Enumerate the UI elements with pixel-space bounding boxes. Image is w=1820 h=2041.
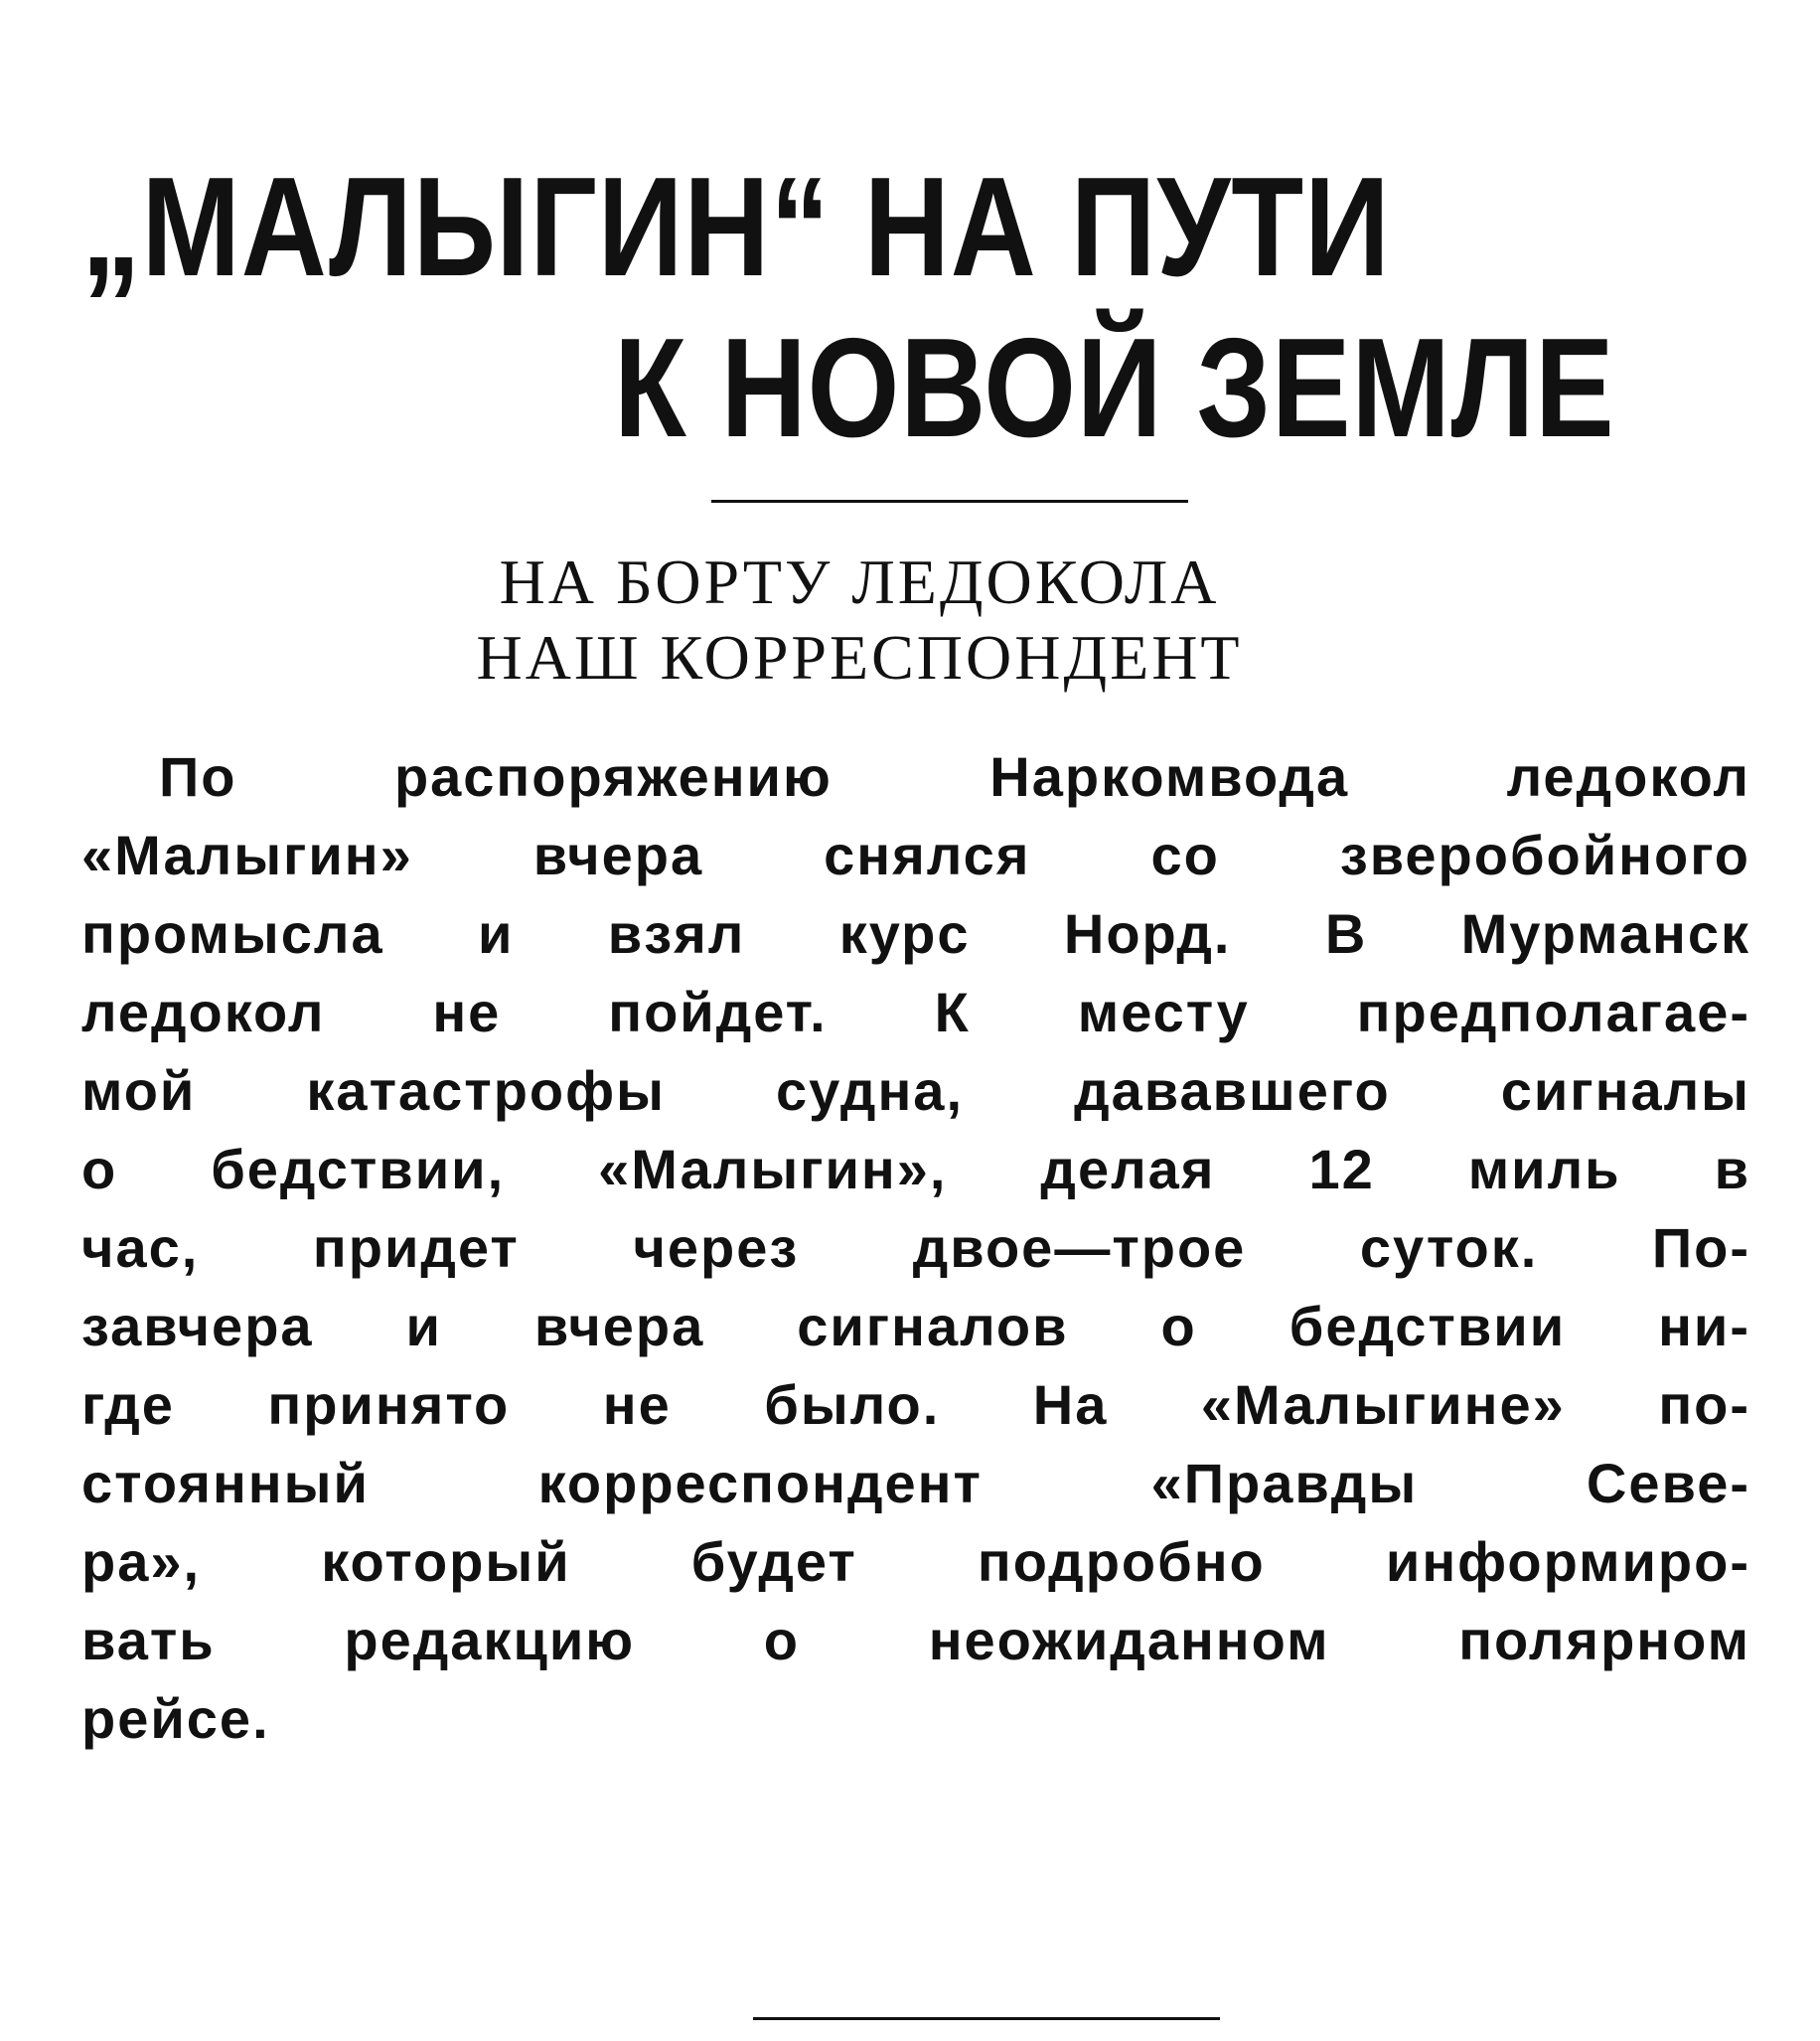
article-line-7: час, придет через двое—трое суток. По- [81, 1216, 1750, 1279]
article-line-4: ледокол не пойдет. К месту предполагае- [81, 981, 1750, 1043]
headline-line-2: К НОВОЙ ЗЕМЛЕ [614, 309, 1615, 467]
article-line-1: По распоряжению Наркомвода ледокол [159, 745, 1750, 808]
article-line-13: рейсе. [81, 1687, 270, 1750]
subheadline [308, 545, 1411, 696]
divider-rule-top [711, 500, 1188, 503]
subheadline-line-1: НА БОРТУ ЛЕДОКОЛА [499, 547, 1220, 617]
article-line-8: завчера и вчера сигналов о бедствии ни- [81, 1295, 1750, 1357]
divider-rule-bottom [753, 2017, 1220, 2020]
article-line-10: стоянный корреспондент «Правды Севе- [81, 1452, 1750, 1514]
article-line-11: ра», который будет подробно информиро- [81, 1530, 1750, 1593]
article-line-2: «Малыгин» вчера снялся со зверобойного [81, 824, 1750, 886]
subheadline-line-2: НАШ КОРРЕСПОНДЕНТ [476, 622, 1243, 693]
article-line-12: вать редакцию о неожиданном полярном [81, 1609, 1750, 1671]
headline-line-1: „МАЛЫГИН“ НА ПУТИ [81, 148, 1391, 306]
article-line-9: где принято не было. На «Малыгине» по- [81, 1373, 1750, 1436]
article-line-5: мой катастрофы судна, дававшего сигналы [81, 1059, 1750, 1122]
article-line-6: о бедствии, «Малыгин», делая 12 миль в [81, 1138, 1750, 1200]
article-line-3: промысла и взял курс Норд. В Мурманск [81, 902, 1750, 965]
article-body [81, 737, 1750, 1758]
